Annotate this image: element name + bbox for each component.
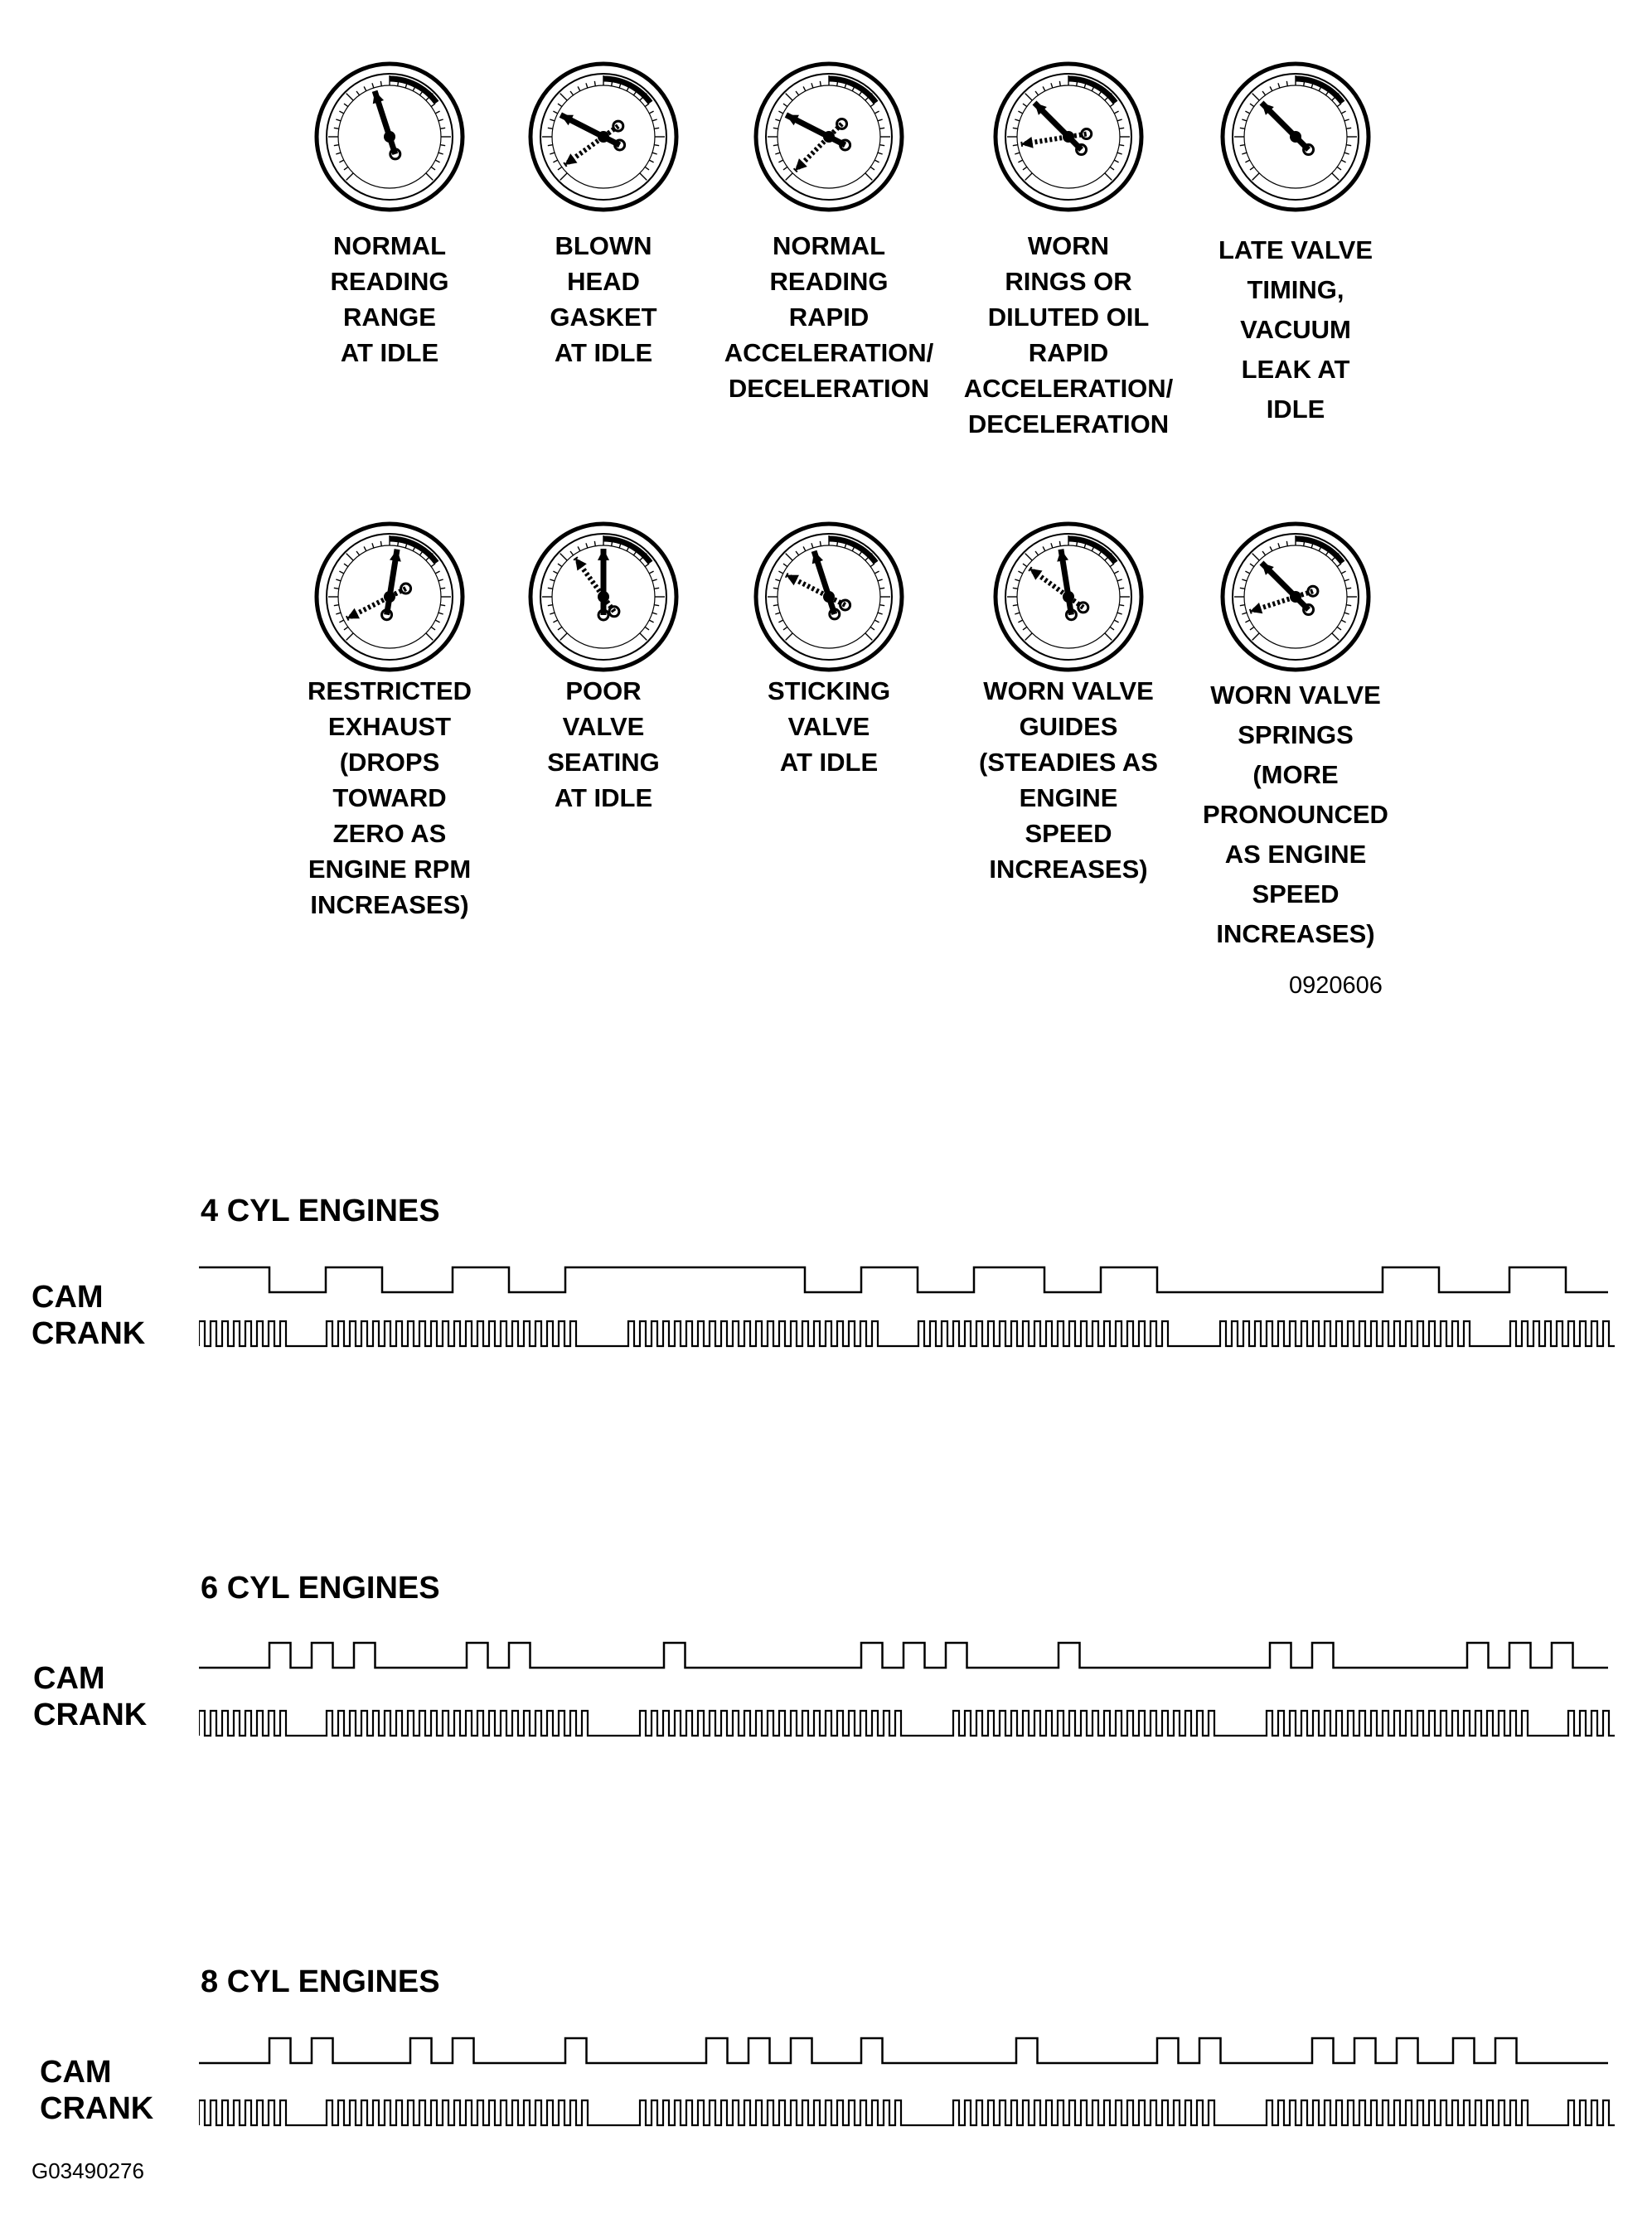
vacuum-gauge: [750, 58, 908, 216]
cam-label: CAM: [33, 1661, 105, 1696]
crank-label: CRANK: [33, 1698, 148, 1732]
crank-waveform: [199, 1707, 1616, 1741]
waveform-title: 6 CYL ENGINES: [201, 1571, 440, 1606]
vacuum-gauge: [750, 518, 908, 676]
gauge-label: NORMAL READING RANGE AT IDLE: [330, 231, 449, 367]
gauge-label: POOR VALVE SEATING AT IDLE: [547, 676, 660, 812]
cam-waveform: [199, 1264, 1616, 1297]
crank-label: CRANK: [31, 1316, 146, 1351]
gauge-label: WORN RINGS OR DILUTED OIL RAPID ACCELERATION/ DECELERATION: [963, 231, 1174, 438]
gauge-label: NORMAL READING RAPID ACCELERATION/ DECELERATION: [724, 231, 934, 403]
vacuum-gauge: [311, 58, 468, 216]
cam-label: CAM: [31, 1280, 104, 1315]
gauge-figure-ref: 0920606: [1289, 972, 1383, 999]
waveform-title: 4 CYL ENGINES: [201, 1194, 440, 1228]
vacuum-gauge: [1217, 58, 1374, 216]
cam-waveform: [199, 1640, 1616, 1673]
figure-ref: G03490276: [31, 2158, 144, 2183]
vacuum-gauge: [990, 58, 1147, 216]
vacuum-gauge: [525, 58, 682, 216]
vacuum-gauge: [311, 518, 468, 676]
cam-waveform: [199, 2035, 1616, 2068]
vacuum-gauge: [525, 518, 682, 676]
vacuum-gauge: [990, 518, 1147, 676]
gauge-label: WORN VALVE GUIDES (STEADIES AS ENGINE SPEED INCREASES): [979, 676, 1158, 884]
gauge-label: STICKING VALVE AT IDLE: [767, 676, 891, 777]
crank-waveform: [199, 1318, 1616, 1351]
vacuum-gauge: [1217, 518, 1374, 676]
waveform-title: 8 CYL ENGINES: [201, 1964, 440, 1999]
crank-waveform: [199, 2097, 1616, 2130]
cam-label: CAM: [40, 2055, 112, 2090]
gauge-label: RESTRICTED EXHAUST (DROPS TOWARD ZERO AS ENGINE RPM INCREASES): [307, 676, 472, 919]
gauge-label: BLOWN HEAD GASKET AT IDLE: [550, 231, 657, 367]
gauge-label: WORN VALVE SPRINGS (MORE PRONOUNCED AS ENGINE SPEED INCREASES): [1203, 681, 1388, 948]
crank-label: CRANK: [40, 2091, 154, 2126]
gauge-label: LATE VALVE TIMING, VACUUM LEAK AT IDLE: [1218, 235, 1373, 424]
